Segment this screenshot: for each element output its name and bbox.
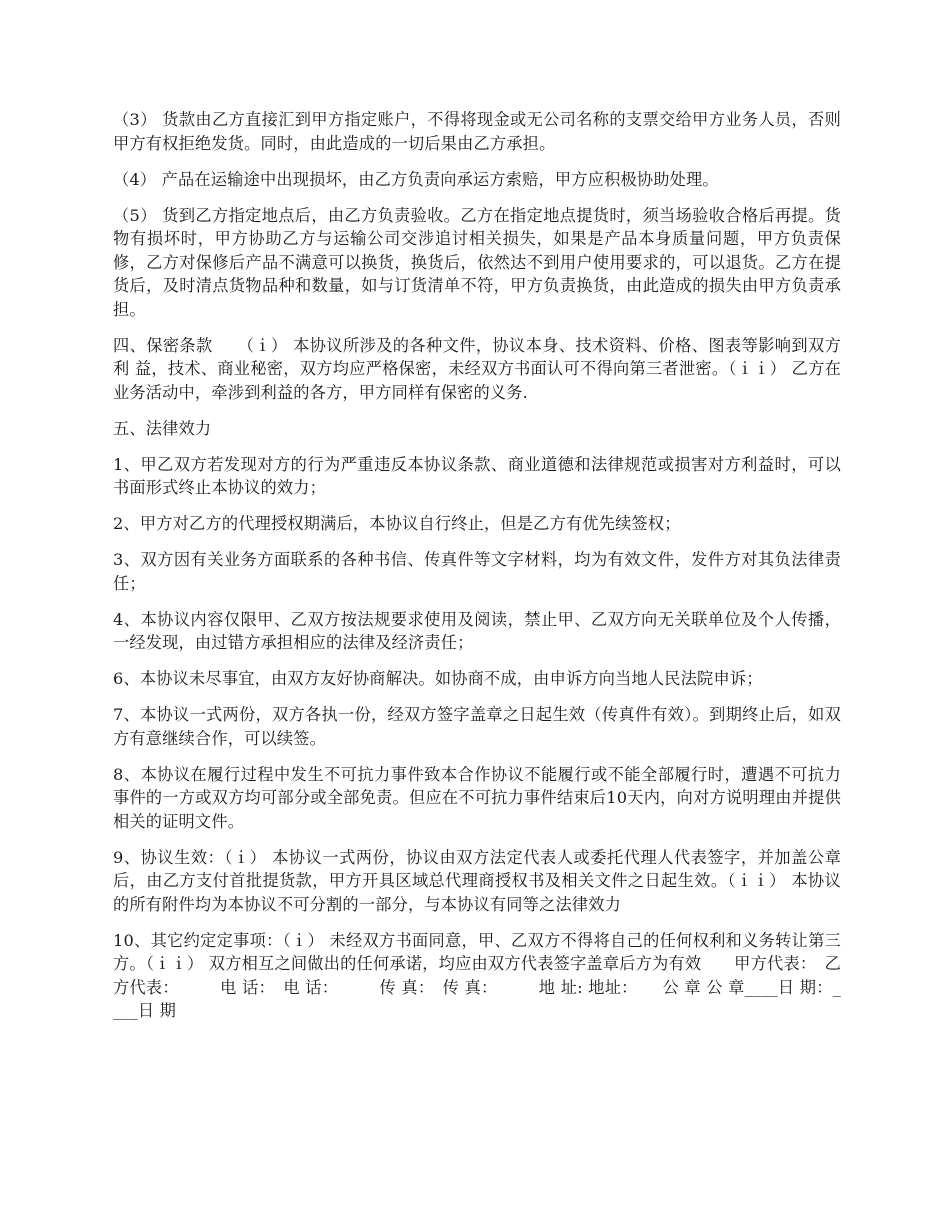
legal-item-7: 7、本协议一式两份，双方各执一份，经双方签字盖章之日起生效（传真件有效）。到期终止后，如双方有意继续合作，可以续签。 — [113, 705, 841, 748]
payment-clause: （3） 货款由乙方直接汇到甲方指定账户，不得将现金或无公司名称的支票交给甲方业务人员，否则甲方有权拒绝发货。同时，由此造成的一切后果由乙方承担。 — [113, 110, 841, 153]
legal-item-2: 2、甲方对乙方的代理授权期满后，本协议自行终止，但是乙方有优先续签权； — [113, 514, 681, 533]
legal-item-6: 6、本协议未尽事宜，由双方友好协商解决。如协商不成，由申诉方向当地人民法院申诉； — [113, 669, 763, 688]
legal-item-8: 8、本协议在履行过程中发生不可抗力事件致本合作协议不能履行或不能全部履行时，遭遇不可抗力事件的一方或双方均可部分或全部免责。但应在不可抗力事件结束后10天内，向对方说明理由并提供相关的证明文件。 — [113, 764, 841, 831]
inspection-clause: （5） 货到乙方指定地点后，由乙方负责验收。乙方在指定地点提货时，须当场验收合格后再提。货物有损坏时，甲方协助乙方与运输公司交涉追讨相关损失，如果是产品本身质量问题，甲方负责保修，乙方对保修后产品不满意可以换货，换货后，依然达不到用户使用要求的，可以退货。乙方在提货后，及时清点货物品种和数量，如与订货清单不符，甲方负责换货，由此造成的损失由甲方负责承担。 — [113, 205, 841, 319]
legal-item-10-signature: 10、其它约定定事项：（ｉ） 未经双方书面同意，甲、乙双方不得将自己的任何权利和义务转让第三方。（ｉｉ） 双方相互之间做出的任何承诺，均应由双方代表签字盖章后方为有效 甲方代表： 乙方代表： 电 话： 电 话： 传 真： 传 真： 地 址: 地址： 公 章 公 章____日 期：____日 期 — [113, 930, 841, 1020]
document-page — [113, 108, 841, 1035]
legal-effect-heading: 五、法律效力 — [113, 418, 212, 438]
legal-item-4: 4、本协议内容仅限甲、乙双方按法规要求使用及阅读，禁止甲、乙双方向无关联单位及个人传播，一经发现，由过错方承担相应的法律及经济责任； — [113, 609, 841, 652]
confidentiality-section: 四、保密条款 （ｉ） 本协议所涉及的各种文件，协议本身、技术资料、价格、图表等影响到双方利 益，技术、商业秘密，双方均应严格保密，未经双方书面认可不得向第三者泄密。（ｉｉ） 乙方在业务活动中，牵涉到利益的各方，甲方同样有保密的义务. — [113, 335, 841, 402]
legal-item-3: 3、双方因有关业务方面联系的各种书信、传真件等文字材料，均为有效文件，发件方对其负法律责任； — [113, 550, 841, 593]
legal-item-1: 1、甲乙双方若发现对方的行为严重违反本协议条款、商业道德和法律规范或损害对方利益时，可以书面形式终止本协议的效力； — [113, 454, 841, 497]
transport-damage-clause: （4） 产品在运输途中出现损坏，由乙方负责向承运方索赔，甲方应积极协助处理。 — [113, 169, 719, 189]
legal-item-9: 9、协议生效：（ｉ） 本协议一式两份，协议由双方法定代表人或委托代理人代表签字，并加盖公章后，由乙方支付首批提货款，甲方开具区域总代理商授权书及相关文件之日起生效。（ｉｉ） 本协议的所有附件均为本协议不可分割的一部分，与本协议有同等之法律效力 — [113, 847, 841, 914]
